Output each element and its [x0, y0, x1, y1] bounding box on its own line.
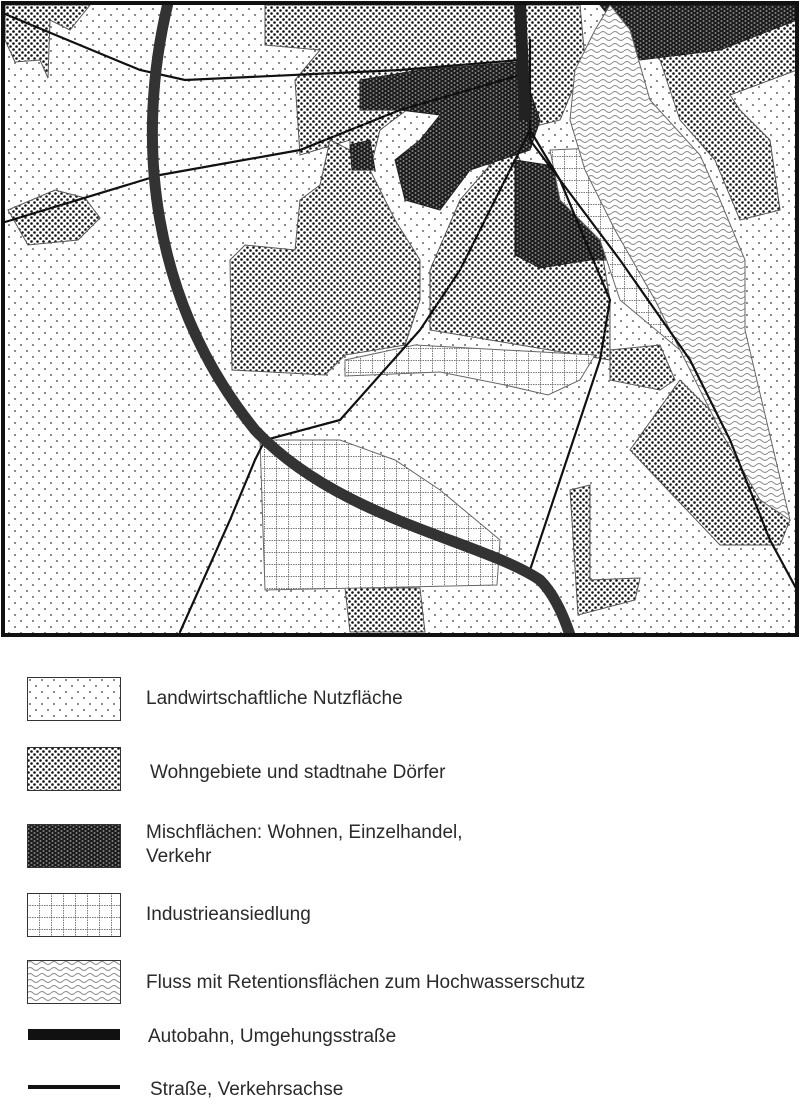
legend-label: Autobahn, Umgehungsstraße [148, 1026, 397, 1047]
legend-label: Straße, Verkehrsachse [150, 1079, 344, 1100]
industry-swatch [27, 893, 121, 937]
legend-label: Mischflächen: Wohnen, Einzelhandel, [146, 822, 463, 843]
river-swatch [27, 960, 121, 1004]
motorway-north [520, 3, 525, 120]
legend-label: Industrieansiedlung [146, 904, 311, 925]
legend-label: Landwirtschaftliche Nutzfläche [146, 688, 403, 709]
residential-swatch [27, 747, 121, 791]
motorway-line-sample [28, 1029, 120, 1040]
legend-label: Verkehr [146, 846, 212, 867]
legend-label: Fluss mit Retentionsflächen zum Hochwasserschutz [146, 972, 586, 993]
road-line-sample [28, 1085, 120, 1089]
legend-label: Wohngebiete und stadtnahe Dörfer [150, 762, 446, 783]
agriculture-swatch [27, 677, 121, 721]
mixed-swatch [27, 824, 121, 868]
